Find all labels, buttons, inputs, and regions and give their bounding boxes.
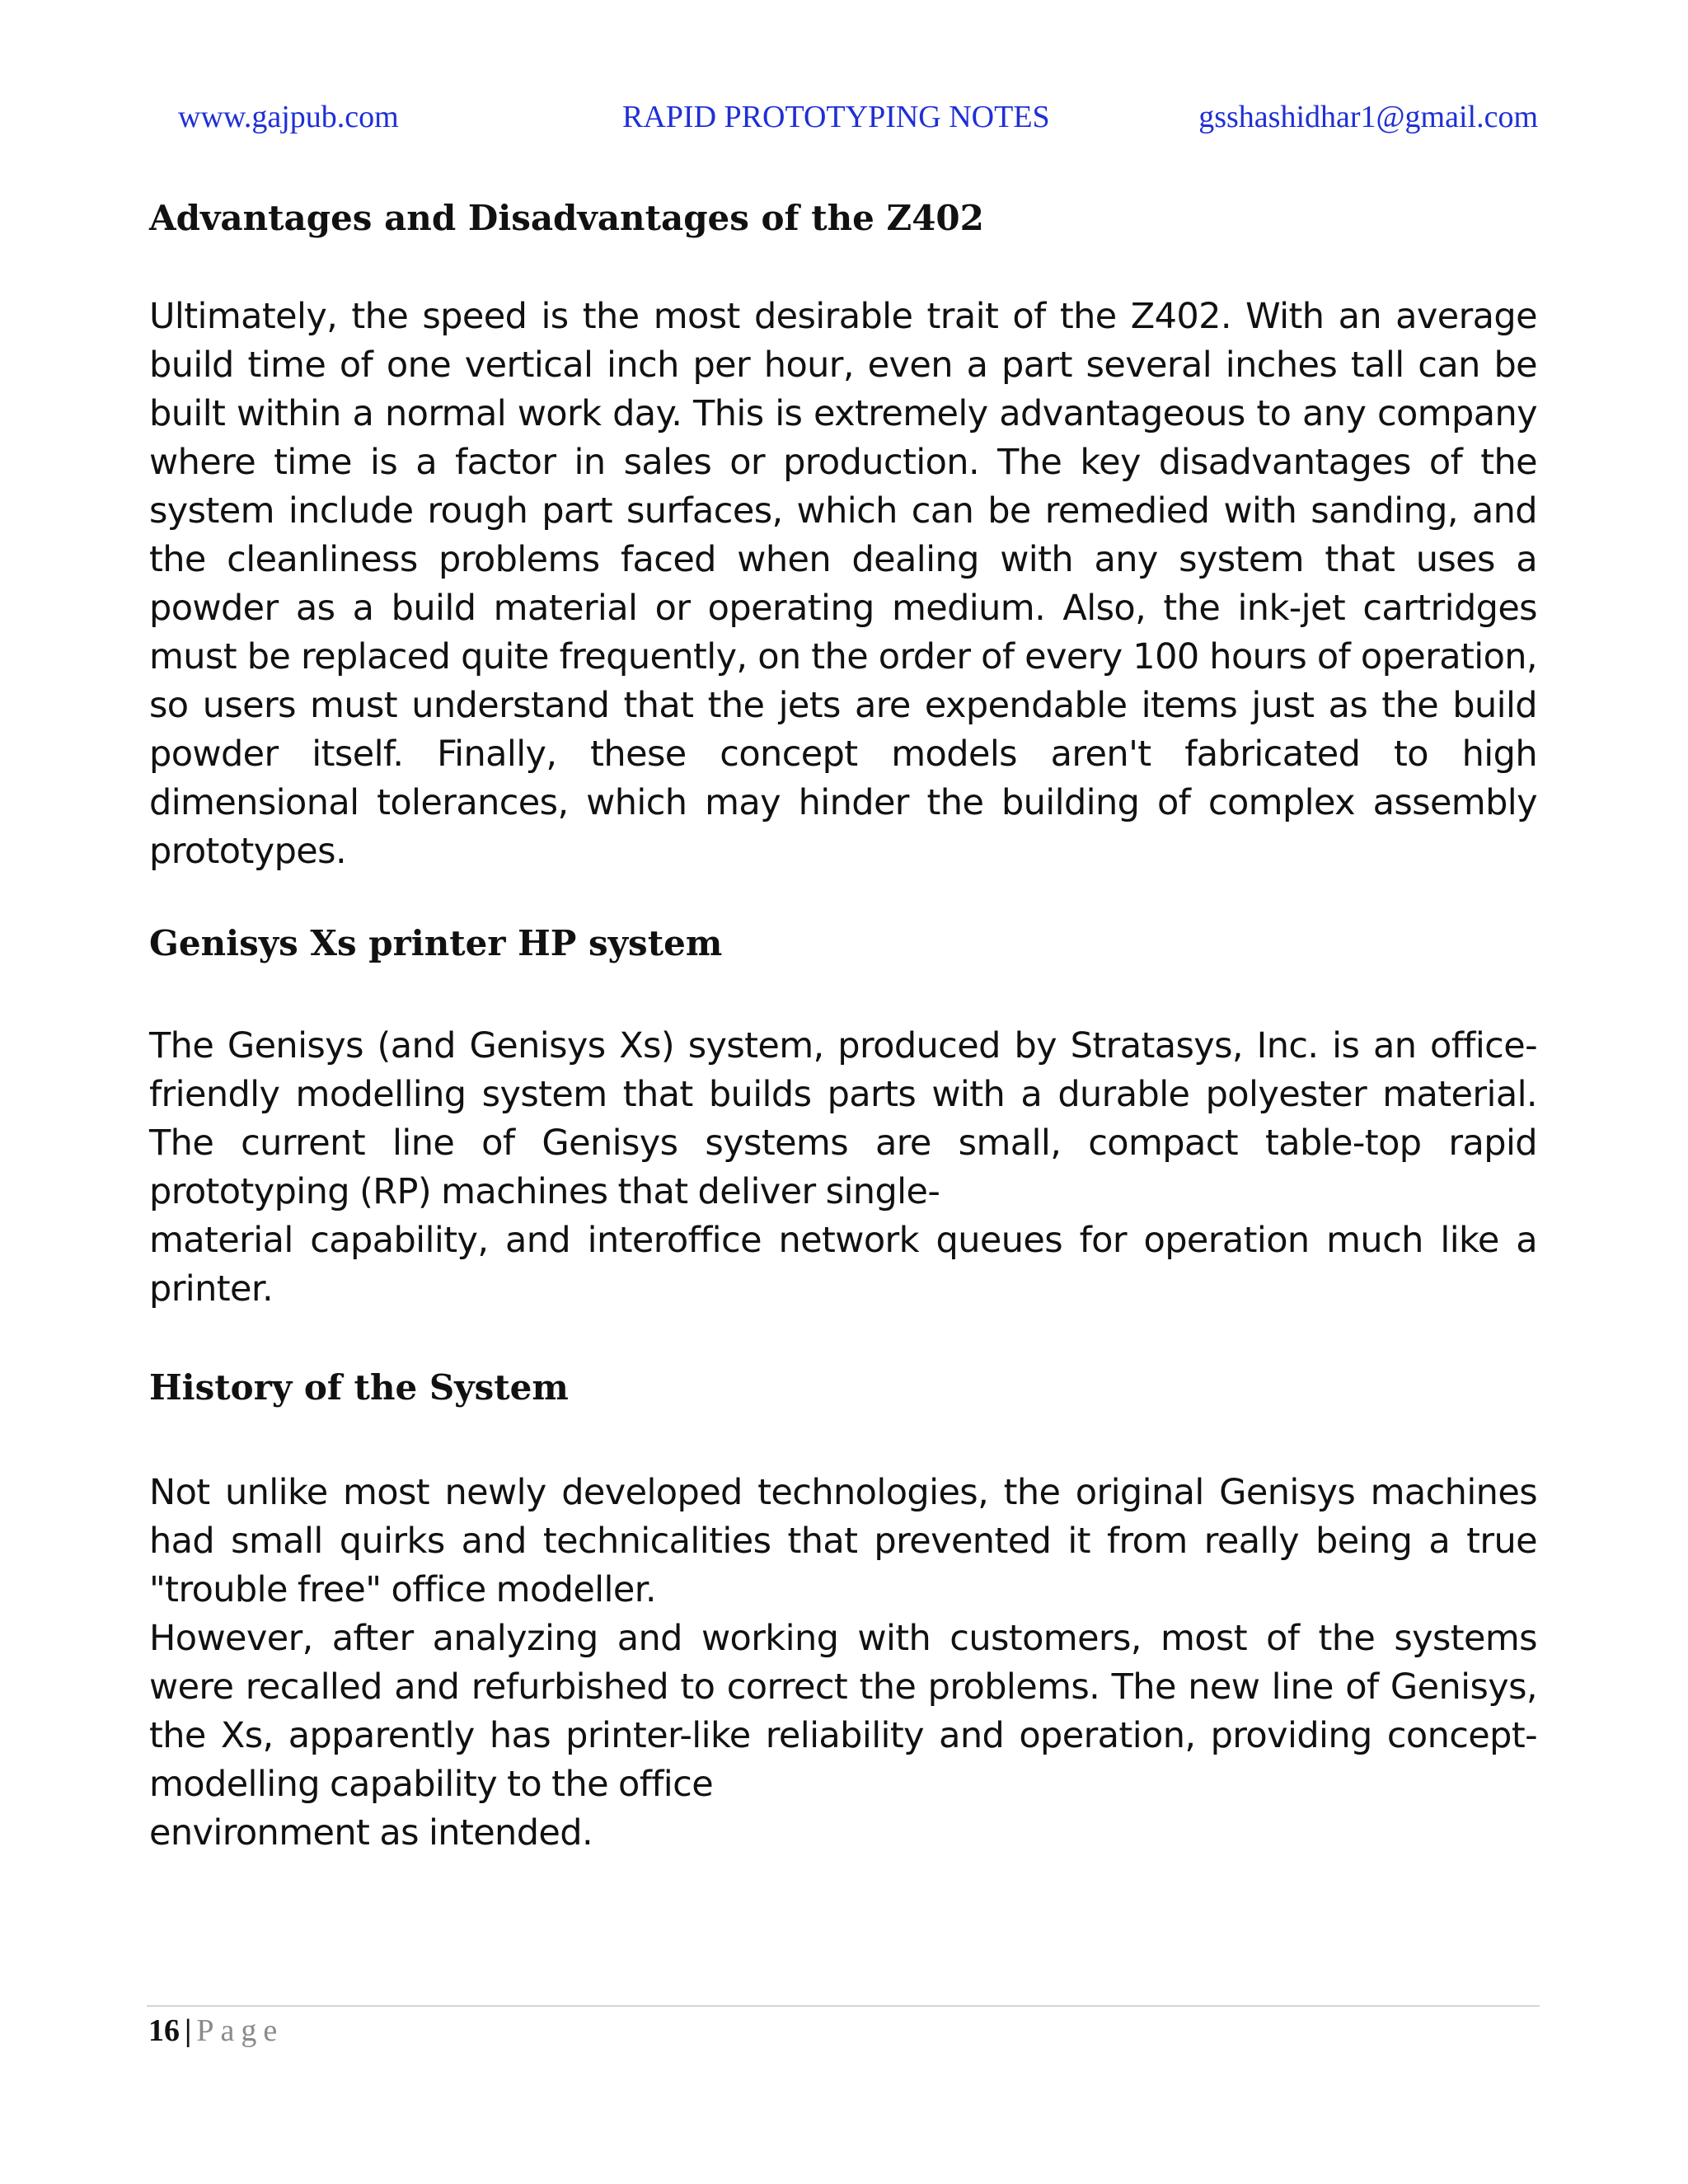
page-footer [148, 2011, 284, 2050]
section-heading-history: History of the System [149, 1367, 569, 1408]
section-paragraph: material capability, and interoffice network queues for operation much like a printer. [149, 1220, 1537, 1310]
header-website: www.gajpub.com [178, 100, 399, 134]
section-paragraph: However, after analyzing and working with customers, most of the systems were recalled and refurbished to correct the problems. The new line of Genisys, the Xs, apparently has printer-like reliability and operation, providing concept-modelling capability to the office [149, 1618, 1537, 1805]
page-content [149, 194, 1537, 1858]
section-paragraph: Not unlike most newly developed technologies, the original Genisys machines had small quirks and technicalities that prevented it from really being a true "trouble free" office modeller. [149, 1472, 1537, 1610]
section-paragraph: environment as intended. [149, 1812, 593, 1854]
footer-separator: | [185, 2013, 192, 2048]
header-title: RAPID PROTOTYPING NOTES [622, 100, 1050, 134]
section-heading-genisys: Genisys Xs printer HP system [149, 923, 723, 963]
page-header [173, 97, 1538, 137]
header-email: gsshashidhar1@gmail.com [1198, 100, 1538, 134]
section-heading-advantages: Advantages and Disadvantages of the Z402 [149, 198, 984, 238]
section-paragraph: The Genisys (and Genisys Xs) system, produced by Stratasys, Inc. is an office-friendly modelling system that builds parts with a durable polyester material. The current line of Genisys systems are small, compact table-top rapid prototyping (RP) machines that deliver single- [149, 1025, 1537, 1212]
page-number: 16 [148, 2013, 180, 2048]
footer-divider [147, 2005, 1540, 2007]
section-paragraph: Ultimately, the speed is the most desirable trait of the Z402. With an average build time of one vertical inch per hour, even a part several inches tall can be built within a normal work day. This is extremely advantageous to any company where time is a factor in sales or production. The key disadvantages of the system include rough part surfaces, which can be remedied with sanding, and the cleanliness problems faced when dealing with any system that uses a powder as a build material or operating medium. Also, the ink-jet cartridges must be replaced quite frequently, on the order of every 100 hours of operation, so users must understand that the jets are expendable items just as the build powder itself. Finally, these concept models aren't fabricated to high dimensional tolerances, which may hinder the building of complex assembly prototypes. [149, 296, 1537, 872]
page-label: Page [196, 2013, 284, 2048]
